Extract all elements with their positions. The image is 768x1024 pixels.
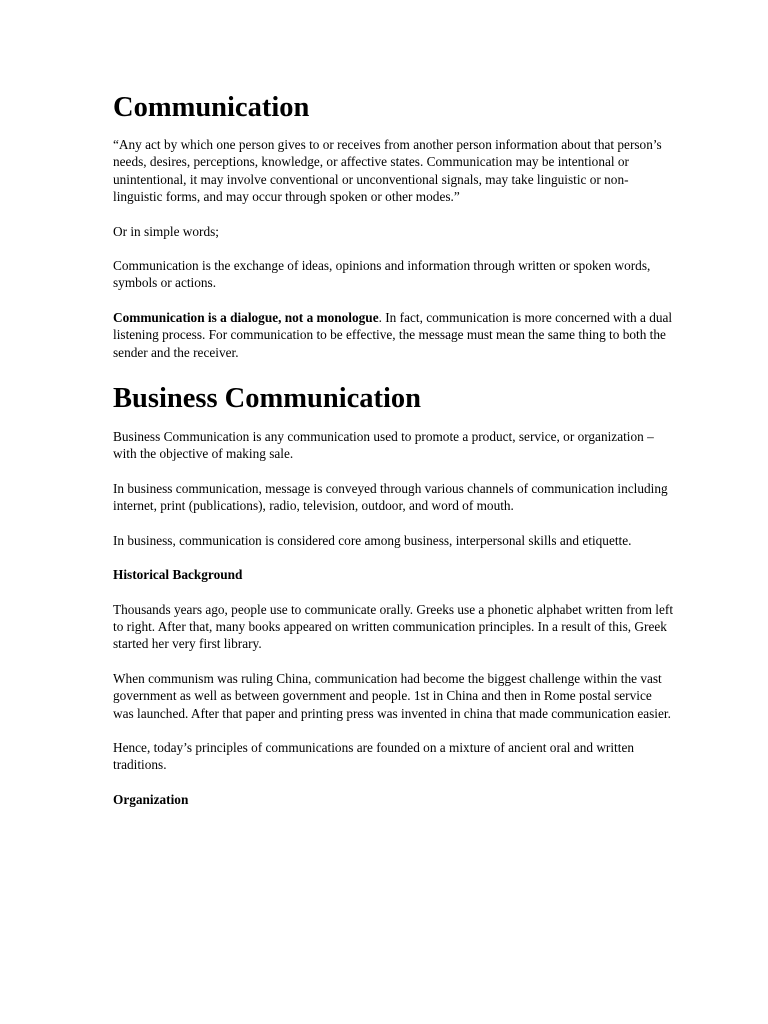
simple-words-paragraph: Or in simple words; xyxy=(113,223,219,239)
quote-paragraph: “Any act by which one person gives to or receives from another person information about that person’s needs, desires, perceptions, knowledge, or affective states. Communication may be intentional or unintentional, it may involve conventional or unconventional signals, may take linguistic or non-linguistic forms, and may occur through spoken or other modes.” xyxy=(113,137,662,205)
dialogue-bold-text: Communication is a dialogue, not a monologue xyxy=(113,309,379,325)
business-channels-paragraph: In business communication, message is conveyed through various channels of communication including internet, print (publications), radio, television, outdoor, and word of mouth. xyxy=(113,480,668,514)
title-communication: Communication xyxy=(113,92,310,123)
heading-organization: Organization xyxy=(113,791,189,807)
history-paragraph-2: When communism was ruling China, communication had become the biggest challenge within the vast government as well as between government and people. 1st in China and then in Rome postal service was launched. After that paper and printing press was invented in china that made communication easier. xyxy=(113,670,671,721)
business-definition-paragraph: Business Communication is any communication used to promote a product, service, or organization – with the objective of making sale. xyxy=(113,429,654,462)
document-page xyxy=(113,90,673,825)
history-paragraph-3: Hence, today’s principles of communications are founded on a mixture of ancient oral and written traditions. xyxy=(113,739,634,773)
history-paragraph-1: Thousands years ago, people use to communicate orally. Greeks use a phonetic alphabet written from left to right. After that, many books appeared on written communication principles. In a result of this, Greek started her very first library. xyxy=(113,601,674,652)
heading-historical-background: Historical Background xyxy=(113,567,243,583)
dialogue-paragraph xyxy=(113,309,673,361)
definition-paragraph: Communication is the exchange of ideas, opinions and information through written or spoken words, symbols or actions. xyxy=(113,258,651,291)
dialogue-rest-text: . In fact, communication is more concerned with a dual listening process. For communication to be effective, the message must mean the same thing to both the sender and the receiver. xyxy=(113,309,673,360)
title-business-communication: Business Communication xyxy=(113,383,422,415)
business-core-paragraph: In business, communication is considered core among business, interpersonal skills and etiquette. xyxy=(113,532,632,548)
